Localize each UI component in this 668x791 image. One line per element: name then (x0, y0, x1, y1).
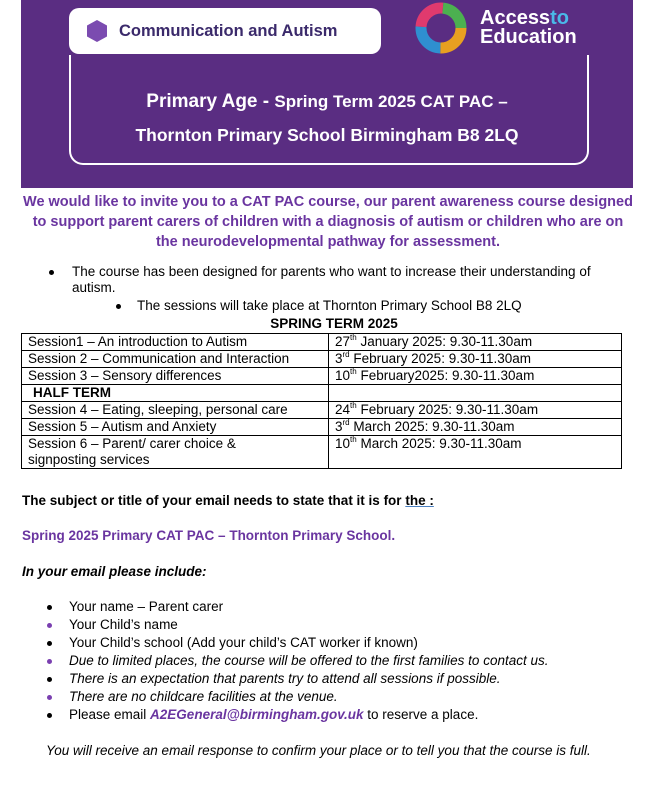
table-row (22, 402, 622, 419)
subject-instruction: The subject or title of your email needs to state that it is for the : (22, 493, 434, 508)
email-contents-list (0, 599, 668, 725)
session-name: Session 3 – Sensory differences (22, 368, 329, 385)
session-name: Session 4 – Eating, sleeping, personal care (22, 402, 329, 419)
service-name: Communication and Autism (119, 22, 338, 40)
session-date: 3rd March 2025: 9.30-11.30am (329, 419, 622, 436)
session-date: 27th January 2025: 9.30-11.30am (329, 334, 622, 351)
empty-cell (329, 385, 622, 402)
table-row (22, 385, 622, 402)
email-link[interactable]: A2EGeneral@birmingham.gov.uk (150, 707, 364, 722)
bullet-icon (47, 695, 52, 700)
session-date: 10th March 2025: 9.30-11.30am (329, 436, 622, 469)
table-row (22, 436, 622, 469)
list-item: There is an expectation that parents try to attend all sessions if possible. (0, 671, 668, 689)
bullet-icon (47, 677, 52, 682)
closing-note: You will receive an email response to confirm your place or to tell you that the course is full. (46, 743, 591, 758)
list-item: Your Child’s name (0, 617, 668, 635)
session-name: Session1 – An introduction to Autism (22, 334, 329, 351)
session-name: Session 6 – Parent/ carer choice & signposting services (22, 436, 329, 469)
intro-paragraph: We would like to invite you to a CAT PAC course, our parent awareness course designed to support parent carers of children with a diagnosis of autism or children who are on the neurodevelopmental pathway for assessment. (23, 194, 633, 250)
hexagon-icon (85, 19, 109, 43)
table-row (22, 334, 622, 351)
list-item: Your Child’s school (Add your child’s CAT worker if known) (0, 635, 668, 653)
list-item: Please email A2EGeneral@birmingham.gov.uk to reserve a place. (0, 707, 668, 725)
bullet-icon (47, 659, 52, 664)
table-row (22, 419, 622, 436)
bullet-icon (49, 270, 54, 275)
table-row (22, 368, 622, 385)
header-banner (21, 0, 633, 188)
bullet-icon (116, 304, 121, 309)
logo-wordmark: Accessto Education (480, 7, 577, 48)
term-heading: SPRING TERM 2025 (270, 316, 398, 331)
session-name: Session 5 – Autism and Anxiety (22, 419, 329, 436)
bullet-icon (47, 641, 52, 646)
bullet-icon (47, 623, 52, 628)
list-item: Due to limited places, the course will be offered to the first families to contact us. (0, 653, 668, 671)
list-item: There are no childcare facilities at the venue. (0, 689, 668, 707)
bullet-icon (47, 713, 52, 718)
banner-title-line-2: Thornton Primary School Birmingham B8 2LQ (135, 125, 519, 145)
list-item: Your name – Parent carer (0, 599, 668, 617)
course-name: Spring 2025 Primary CAT PAC – Thornton Primary School. (22, 528, 396, 543)
session-table (21, 333, 622, 469)
session-date: 10th February2025: 9.30-11.30am (329, 368, 622, 385)
course-info-item: The course has been designed for parents who want to increase their understanding of autism. (72, 264, 591, 295)
banner-title-line-1: Primary Age - Spring Term 2025 CAT PAC – (146, 91, 508, 112)
course-info-item: The sessions will take place at Thornton Primary School B8 2LQ (137, 298, 522, 313)
table-row (22, 351, 622, 368)
service-tab (69, 8, 381, 54)
session-name: Session 2 – Communication and Interaction (22, 351, 329, 368)
access-to-education-logo-icon (411, 0, 471, 56)
include-heading: In your email please include: (22, 564, 207, 579)
session-date: 24th February 2025: 9.30-11.30am (329, 402, 622, 419)
half-term-label: HALF TERM (22, 385, 329, 402)
session-date: 3rd February 2025: 9.30-11.30am (329, 351, 622, 368)
bullet-icon (47, 605, 52, 610)
